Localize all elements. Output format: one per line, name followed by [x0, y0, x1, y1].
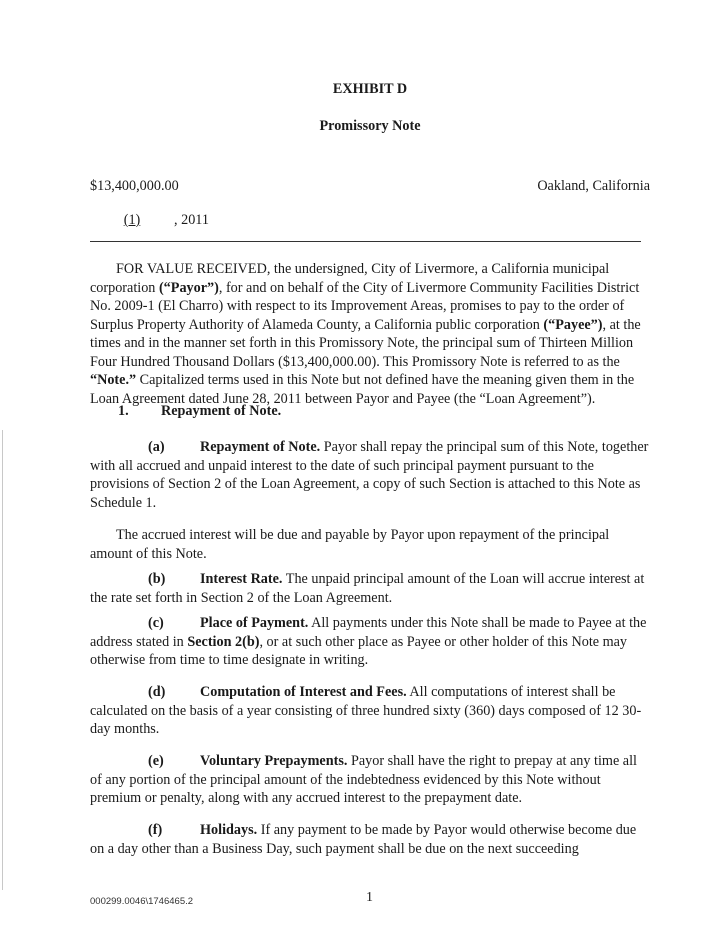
- item-a: [90, 438, 650, 512]
- intro-text-1: FOR VALUE RECEIVED, the undersigned, City of Livermore, a California municipal corporation: [90, 261, 610, 296]
- item-b-text: The unpaid principal amount of the Loan will accrue interest at the rate set forth in Section 2 of the Loan Agreement.: [90, 571, 645, 606]
- item-f-title: Holidays.: [200, 822, 258, 838]
- item-c-title: Place of Payment.: [200, 615, 309, 631]
- item-f-text: If any payment to be made by Payor would otherwise become due on a day other than a Business Day, such payment shall be due on the next succeeding: [90, 822, 637, 857]
- intro-text-4: Capitalized terms used in this Note but not defined have the meaning given them in the Loan Agreement dated June 28, 2011 between Payor and Payee (the “Loan Agreement”).: [90, 372, 635, 407]
- intro-text-2: , for and on behalf of the City of Livermore Community Facilities District No. 2009-1 (El Charro) with respect to its Improvement Areas, promises to pay to the order of Surplus Property Authority of Alameda County, a California public corporation: [90, 279, 640, 333]
- document-subtitle: Promissory Note: [319, 118, 421, 134]
- item-d-letter: (d): [148, 684, 166, 700]
- item-d: [90, 683, 650, 739]
- item-a-text: Payor shall repay the principal sum of this Note, together with all accrued and unpaid interest to the date of such principal payment pursuant to the provisions of Section 2 of the Loan Agreement, a copy of such Section is attached to this Note as Schedule 1.: [90, 439, 649, 511]
- item-e-title: Voluntary Prepayments.: [200, 753, 348, 769]
- item-b-letter: (b): [148, 571, 166, 587]
- note-date: [90, 211, 209, 230]
- date-blank: (1): [123, 212, 141, 228]
- item-b-title: Interest Rate.: [200, 571, 283, 587]
- item-c: [90, 614, 650, 670]
- item-f: [90, 821, 650, 858]
- item-c-section-ref: Section 2(b): [187, 633, 260, 650]
- page-number: 1: [366, 890, 373, 905]
- payor-term: (“Payor”): [158, 279, 219, 296]
- item-d-text: All computations of interest shall be calculated on the basis of a year consisting of three hundred sixty (360) days composed of 12 30-day months.: [90, 684, 642, 737]
- exhibit-title: EXHIBIT D: [332, 81, 408, 97]
- execution-place: Oakland, California: [537, 178, 650, 194]
- scan-edge-line: [2, 430, 3, 890]
- item-c-letter: (c): [148, 615, 164, 631]
- payee-term: (“Payee”): [543, 316, 603, 333]
- item-e-text: Payor shall have the right to prepay at any time all of any portion of the principal amount of the indebtedness evidenced by this Note without premium or penalty, along with any accrued interest to the prepayment date.: [90, 753, 637, 806]
- item-c-text-2: , or at such other place as Payee or other holder of this Note may otherwise from time to time designate in writing.: [90, 633, 628, 668]
- item-a-followup: The accrued interest will be due and payable by Payor upon repayment of the principal amount of this Note.: [90, 527, 610, 562]
- intro-paragraph: [90, 260, 650, 408]
- item-c-text-1: All payments under this Note shall be made to Payee at the address stated in: [90, 615, 647, 650]
- item-a-letter: (a): [148, 439, 165, 455]
- section-1-heading: [118, 402, 678, 421]
- principal-amount: $13,400,000.00: [90, 178, 179, 194]
- item-e-letter: (e): [148, 753, 164, 769]
- item-f-letter: (f): [148, 822, 163, 838]
- separator-rule: [90, 241, 641, 242]
- date-year: , 2011: [174, 212, 209, 228]
- document-id: 000299.0046\1746465.2: [90, 896, 194, 907]
- item-b: [90, 570, 650, 607]
- intro-text-3: , at the times and in the manner set forth in this Promissory Note, the principal sum of Thirteen Million Four Hundred Thousand Dollars ($13,400,000.00). This Promissory Note is referred to as the: [90, 316, 641, 370]
- section-title: Repayment of Note.: [161, 403, 282, 419]
- item-e: [90, 752, 650, 808]
- item-d-title: Computation of Interest and Fees.: [200, 684, 407, 700]
- section-number: 1.: [118, 403, 129, 419]
- note-term: “Note.”: [90, 372, 137, 388]
- item-a-title: Repayment of Note.: [200, 439, 321, 455]
